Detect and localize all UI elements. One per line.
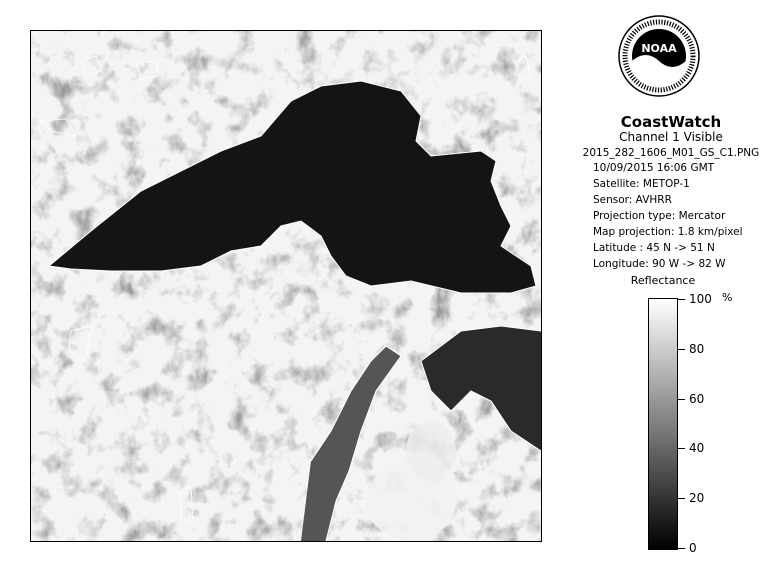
colorbar-tick: [678, 448, 685, 449]
datetime-label: 10/09/2015 16:06 GMT: [593, 162, 715, 174]
colorbar-tick: [678, 349, 685, 350]
projection-type-label: Projection type: Mercator: [593, 210, 726, 222]
satellite-image: [30, 30, 542, 542]
reflectance-colorbar: [648, 298, 678, 550]
colorbar-unit: %: [722, 291, 733, 304]
channel-label: Channel 1 Visible: [619, 130, 723, 144]
colorbar-tick-label: 0: [689, 541, 697, 555]
noaa-logo-icon: [618, 15, 700, 97]
colorbar-tick: [678, 299, 685, 300]
colorbar-tick: [678, 548, 685, 549]
latitude-label: Latitude : 45 N -> 51 N: [593, 242, 715, 254]
colorbar-tick-label: 20: [689, 491, 705, 506]
colorbar-tick-label: 40: [689, 441, 705, 456]
longitude-label: Longitude: 90 W -> 82 W: [593, 258, 726, 270]
satellite-label: Satellite: METOP-1: [593, 178, 690, 190]
colorbar-tick-label: 60: [689, 391, 705, 406]
colorbar-tick-label: 100: [689, 292, 712, 306]
logo-center-text: NOAA: [641, 42, 677, 55]
cloud-patch: [406, 421, 456, 481]
colorbar-tick-label: 80: [689, 341, 705, 356]
brand-title: CoastWatch: [620, 113, 722, 131]
colorbar-tick: [678, 399, 685, 400]
colorbar-tick: [678, 498, 685, 499]
colorbar-title: Reflectance: [630, 274, 696, 287]
filename-label: 2015_282_1606_M01_GS_C1.PNG: [582, 147, 760, 159]
satellite-image-svg: [31, 31, 541, 541]
map-projection-label: Map projection: 1.8 km/pixel: [593, 226, 743, 238]
sensor-label: Sensor: AVHRR: [593, 194, 672, 206]
